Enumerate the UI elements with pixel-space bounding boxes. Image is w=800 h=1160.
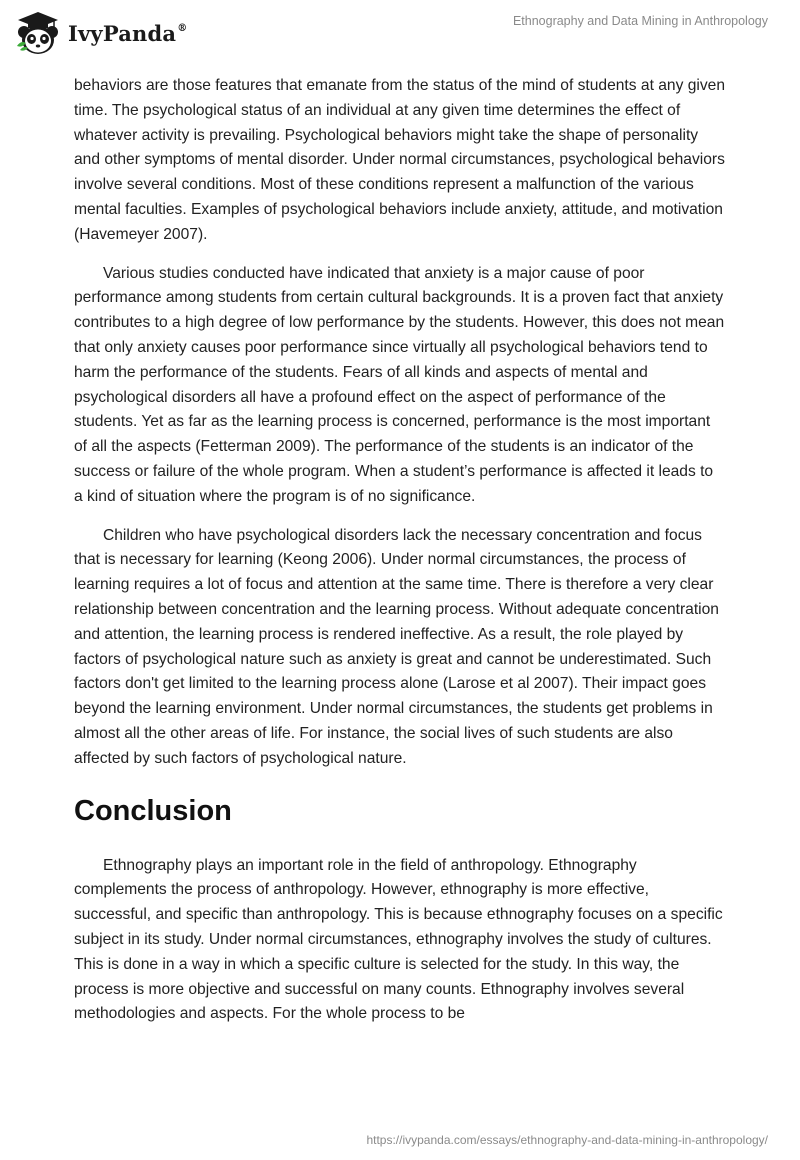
panda-graduate-icon [14,10,62,56]
essay-body [74,74,726,1041]
registered-mark: ® [177,22,188,34]
source-url[interactable]: https://ivypanda.com/essays/ethnography-and-data-mining-in-anthropology/ [366,1133,768,1147]
paragraph-3: Children who have psychological disorders lack the necessary concentration and focus that is necessary for learning (Keong 2006). Under normal circumstances, the process of learning requires a lot of focus and attention at the same time. There is therefore a very clear relationship between concentration and the learning process. Without adequate concentration and attention, the learning process is rendered ineffective. As a result, the role played by factors of psychological nature such as anxiety is great and cannot be underestimated. Such factors don't get limited to the learning process alone (Larose et al 2007). Their impact goes beyond the learning environment. Under normal circumstances, the students get problems in almost all the other areas of life. For instance, the social lives of such students are also affected by such factors of psychological nature. [74,526,719,767]
logo-text: IvyPanda [68,20,177,46]
page-header [0,0,800,70]
section-heading-conclusion: Conclusion [74,794,232,827]
logo-wordmark [68,21,187,46]
document-title: Ethnography and Data Mining in Anthropology [512,14,768,28]
ivypanda-logo[interactable] [14,10,187,56]
paragraph-4: Ethnography plays an important role in the field of anthropology. Ethnography complements the process of anthropology. However, ethnography is more effective, successful, and specific than anthropology. This is because ethnography focuses on a specific subject in its study. Under normal circumstances, ethnography involves the study of cultures. This is done in a way in which a specific culture is selected for the study. In this way, the process is more objective and successful on many counts. Ethnography involves several methodologies and aspects. For the whole process to be [74,856,723,1023]
paragraph-1: behaviors are those features that emanate from the status of the mind of students at any given time. The psychological status of an individual at any given time determines the effect of whatever activity is prevailing. Psychological behaviors might take the shape of personality and other symptoms of mental disorder. Under normal circumstances, psychological behaviors involve several conditions. Most of these conditions represent a malfunction of the various mental faculties. Examples of psychological behaviors include anxiety, attitude, and motivation (Havemeyer 2007). [74,77,725,243]
paragraph-2: Various studies conducted have indicated that anxiety is a major cause of poor performance among students from certain cultural backgrounds. It is a proven fact that anxiety contributes to a high degree of low performance by the students. However, this does not mean that only anxiety causes poor performance since virtually all psychological behaviors tend to harm the performance of the students. Fears of all kinds and aspects of mental and psychological disorders all have a profound effect on the aspect of performance of the students. Yet as far as the learning process is concerned, performance is the most important of all the aspects (Fetterman 2009). The performance of the students is an indicator of the success or failure of the whole program. When a student’s performance is affected it leads to a kind of situation where the program is of no significance. [74,264,725,505]
